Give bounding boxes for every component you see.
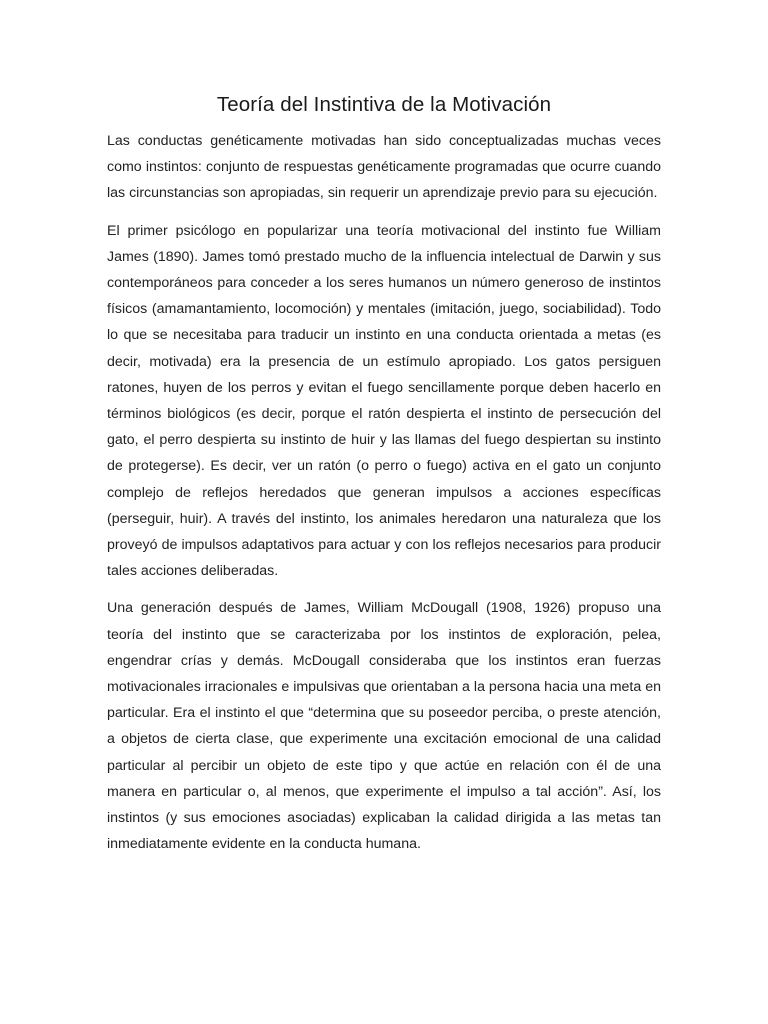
- paragraph-3: Una generación después de James, William McDougall (1908, 1926) propuso una teoría del instinto que se caracterizaba por los instintos de exploración, pelea, engendrar crías y demás. McDougall consideraba que los instintos eran fuerzas motivacionales irracionales e impulsivas que orientaban a la persona hacia una meta en particular. Era el instinto el que “determina que su poseedor perciba, o preste atención, a objetos de cierta clase, que experimente una excitación emocional de una calidad particular al percibir un objeto de este tipo y que actúe en relación con él de una manera en particular o, al menos, que experimente el impulso a tal acción”. Así, los instintos (y sus emociones asociadas) explicaban la calidad dirigida a las metas tan inmediatamente evidente en la conducta humana.: [107, 600, 661, 853]
- paragraph-1: Las conductas genéticamente motivadas han sido conceptualizadas muchas veces como instintos: conjunto de respuestas genéticamente programadas que ocurre cuando las circunstancias son apropiadas, sin requerir un aprendizaje previo para su ejecución.: [107, 133, 661, 202]
- paragraph-2: El primer psicólogo en popularizar una teoría motivacional del instinto fue William James (1890). James tomó prestado mucho de la influencia intelectual de Darwin y sus contemporáneos para conceder a los seres humanos un número generoso de instintos físicos (amamantamiento, locomoción) y mentales (imitación, juego, sociabilidad). Todo lo que se necesitaba para traducir un instinto en una conducta orientada a metas (es decir, motivada) era la presencia de un estímulo apropiado. Los gatos persiguen ratones, huyen de los perros y evitan el fuego sencillamente porque deben hacerlo en términos biológicos (es decir, porque el ratón despierta el instinto de persecución del gato, el perro despierta su instinto de huir y las llamas del fuego despiertan su instinto de protegerse). Es decir, ver un ratón (o perro o fuego) activa en el gato un conjunto complejo de reflejos heredados que generan impulsos a acciones específicas (perseguir, huir). A través del instinto, los animales heredaron una naturaleza que los proveyó de impulsos adaptativos para actuar y con los reflejos necesarios para producir tales acciones deliberadas.: [107, 222, 661, 580]
- document-title: Teoría del Instintiva de la Motivación: [216, 93, 552, 116]
